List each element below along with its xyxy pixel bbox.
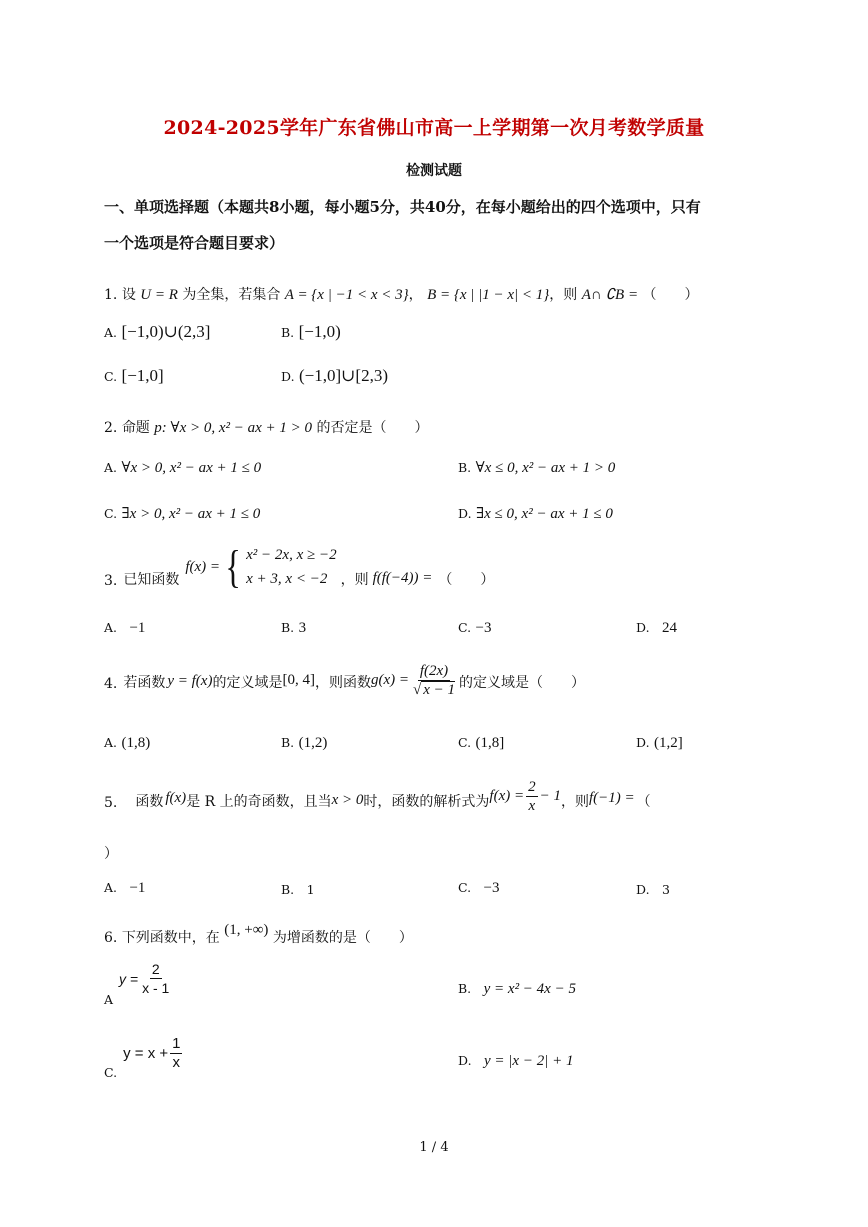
option-label: A	[104, 992, 114, 1007]
question-6	[104, 922, 413, 947]
math-expression: f(x) =	[185, 558, 221, 575]
fraction	[170, 1035, 182, 1072]
fraction-numerator: 2	[528, 779, 536, 795]
brace-symbol: {	[225, 541, 241, 592]
question-text: 下列函数中，在	[121, 930, 220, 946]
section-header-line2: 一个选项是符合题目要求）	[104, 234, 285, 252]
option-q1-b	[281, 322, 341, 342]
option-text: ∃x > 0, x² − ax + 1 ≤ 0	[121, 506, 261, 522]
math-expression: y =	[119, 970, 139, 987]
option-q1-d	[281, 366, 388, 386]
option-label: D.	[281, 369, 295, 384]
fraction	[526, 778, 538, 815]
option-q5-c	[458, 880, 500, 897]
fraction	[411, 662, 457, 699]
option-label: C.	[104, 369, 118, 384]
option-text: 1	[306, 882, 315, 897]
option-text	[119, 960, 173, 997]
question-text: ，则函数	[314, 675, 371, 691]
question-text: ，	[408, 287, 423, 303]
option-text: (−1,0]∪[2,3)	[299, 366, 388, 385]
option-q5-a	[104, 880, 145, 897]
option-label: D.	[636, 882, 650, 897]
option-q6-d	[458, 1053, 573, 1070]
question-text: 为增函数的是（ ）	[272, 930, 413, 946]
fraction-denominator: x - 1	[142, 980, 170, 996]
question-5	[104, 778, 651, 815]
option-label: B.	[281, 882, 295, 897]
fraction-denominator: √ x − 1	[413, 682, 456, 698]
option-text: (1,2]	[654, 735, 683, 751]
option-label: A.	[104, 735, 118, 750]
question-text: 命题	[121, 420, 150, 436]
section-header-line1: 一、单项选择题（本题共8小题，每小题5分，共40分，在每小题给出的四个选项中，只有	[104, 198, 701, 216]
option-label: A.	[104, 880, 118, 895]
option-text: y = |x − 2| + 1	[484, 1053, 574, 1069]
option-text: −1	[129, 880, 146, 896]
question-number: 5.	[104, 795, 118, 811]
math-expression: p: ∀x > 0, x² − ax + 1 > 0	[154, 420, 313, 436]
option-q4-a	[104, 735, 150, 752]
option-q5-b	[281, 882, 315, 898]
option-text: −3	[475, 620, 492, 636]
question-text: 是 R 上的奇函数，且当	[186, 794, 332, 810]
option-text: −3	[483, 880, 500, 896]
question-text: ，则	[560, 794, 589, 810]
question-number: 4.	[104, 676, 118, 692]
math-expression: g(x) =	[370, 672, 409, 688]
sqrt-radicand: x − 1	[423, 682, 456, 698]
option-text: [−1,0)∪(2,3]	[121, 322, 211, 341]
option-q4-c	[458, 735, 504, 752]
option-label: D.	[458, 1053, 472, 1068]
case-1: x² − 2x, x ≥ −2	[246, 547, 337, 563]
option-text: [−1,0]	[121, 366, 164, 385]
fraction-numerator: 1	[172, 1035, 181, 1052]
math-expression: f(−1) =	[588, 790, 635, 806]
option-q5-d	[636, 882, 670, 898]
question-text: 的定义域是（ ）	[459, 675, 586, 691]
option-label: B.	[281, 735, 295, 750]
option-q1-c	[104, 366, 164, 386]
math-expression: (1, +∞)	[224, 922, 269, 938]
fraction-denominator: x	[172, 1054, 181, 1071]
question-text: 若函数	[123, 675, 166, 691]
question-text: 时，函数的解析式为	[363, 794, 490, 810]
case-2: x + 3, x < −2	[246, 571, 328, 587]
math-expression: U = R	[140, 287, 178, 303]
option-q4-b	[281, 735, 327, 752]
option-text: 24	[662, 620, 678, 636]
option-text	[123, 1035, 184, 1072]
option-q3-d	[636, 620, 677, 637]
option-text: [−1,0)	[298, 322, 341, 341]
option-label: B.	[281, 325, 295, 340]
math-expression: x > 0	[331, 792, 364, 808]
option-q6-a	[104, 960, 173, 1007]
fraction-numerator: f(2x)	[419, 663, 449, 679]
option-text: 3	[298, 620, 307, 636]
option-q2-b	[458, 458, 615, 477]
option-label: C.	[458, 620, 472, 635]
option-q1-a	[104, 322, 210, 342]
math-expression: A∩ ∁B =	[581, 287, 639, 303]
option-q2-c	[104, 504, 260, 523]
answer-paren: （ ）	[642, 287, 699, 303]
option-text: 3	[662, 882, 670, 897]
option-label: D.	[636, 620, 650, 635]
math-expression: B = {x | |1 − x| < 1}	[427, 287, 550, 303]
fraction	[140, 960, 171, 997]
option-text: ∀x ≤ 0, x² − ax + 1 > 0	[475, 460, 616, 476]
option-label: B.	[281, 620, 295, 635]
question-4	[104, 662, 586, 698]
option-q2-a	[104, 458, 261, 477]
math-expression: f(f(−4)) =	[372, 570, 433, 586]
option-text: y = x² − 4x − 5	[483, 981, 576, 997]
math-expression: f(x)	[165, 790, 187, 806]
question-5-cont: ）	[104, 846, 118, 862]
option-text: (1,2)	[298, 735, 328, 751]
page-title: 2024-2025学年广东省佛山市高一上学期第一次月考数学质量	[163, 117, 705, 139]
piecewise-cases	[246, 543, 336, 591]
answer-paren: （ ）	[438, 572, 495, 588]
page-number: 1 / 4	[419, 1140, 449, 1155]
option-label: C.	[458, 735, 472, 750]
option-text: ∃x ≤ 0, x² − ax + 1 ≤ 0	[476, 506, 613, 522]
option-label: D.	[636, 735, 650, 750]
piecewise-function	[222, 543, 337, 591]
question-text: 已知函数	[123, 572, 180, 588]
option-text: −1	[129, 620, 146, 636]
question-number: 6.	[104, 930, 118, 946]
question-number: 2.	[104, 420, 118, 436]
math-expression: f(x) =	[489, 788, 525, 804]
question-text: 为全集，若集合	[182, 287, 281, 303]
question-text: ，则	[549, 287, 578, 303]
question-number: 3.	[104, 573, 118, 589]
question-text: 的否定是（ ）	[316, 420, 429, 436]
option-text: (1,8)	[121, 735, 151, 751]
question-text: 函数	[135, 794, 164, 810]
question-1	[104, 284, 699, 304]
question-number: 1.	[104, 287, 118, 303]
math-expression: − 1	[539, 788, 561, 804]
option-text: (1,8]	[475, 735, 505, 751]
option-q2-d	[458, 504, 613, 523]
option-label: C.	[104, 506, 118, 521]
option-label: C.	[104, 1065, 118, 1080]
option-q4-d	[636, 735, 683, 752]
option-q6-c	[104, 1035, 184, 1080]
option-label: A.	[104, 325, 118, 340]
g-function	[371, 662, 459, 699]
option-q3-b	[281, 620, 306, 637]
question-text: 设	[121, 287, 136, 303]
option-q3-a	[104, 620, 145, 637]
math-expression: A = {x | −1 < x < 3}	[284, 287, 409, 303]
fraction-numerator: 2	[151, 961, 160, 977]
option-label: A.	[104, 620, 118, 635]
question-text: ，则	[340, 572, 369, 588]
page-subtitle: 检测试题	[406, 163, 462, 179]
option-label: C.	[458, 880, 472, 895]
math-expression: y = x +	[123, 1045, 169, 1062]
option-label: D.	[458, 506, 472, 521]
math-expression: y = f(x)	[167, 673, 213, 689]
question-3	[104, 543, 494, 591]
option-q6-b	[458, 981, 576, 998]
question-2	[104, 417, 428, 437]
option-label: B.	[458, 460, 472, 475]
option-label: A.	[104, 460, 118, 475]
option-text: ∀x > 0, x² − ax + 1 ≤ 0	[121, 460, 262, 476]
option-label: B.	[458, 981, 472, 996]
option-q3-c	[458, 620, 492, 637]
question-text: 的定义域是	[212, 675, 283, 691]
math-expression: [0, 4]	[282, 672, 315, 688]
fraction-denominator: x	[528, 798, 536, 814]
answer-paren: （	[636, 794, 651, 810]
